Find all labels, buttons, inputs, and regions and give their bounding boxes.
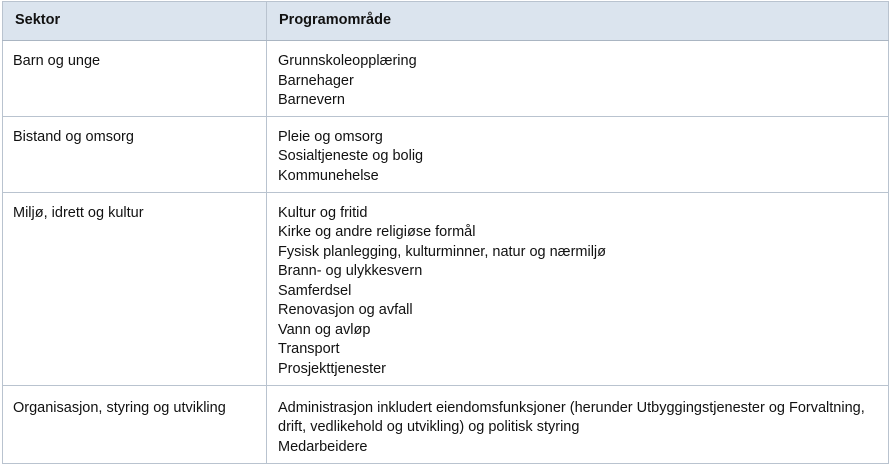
program-cell xyxy=(267,41,889,117)
sector-name: Miljø, idrett og kultur xyxy=(13,204,144,221)
program-cell xyxy=(267,116,889,192)
program-item: Barnehager xyxy=(278,72,354,89)
program-item: Pleie og omsorg xyxy=(278,128,383,145)
sector-name: Organisasjon, styring og utvikling xyxy=(13,399,226,416)
table-row xyxy=(3,385,889,463)
table-row xyxy=(3,116,889,192)
program-item: Medarbeidere xyxy=(278,438,368,455)
program-item: Fysisk planlegging, kulturminner, natur og nærmiljø xyxy=(278,243,606,260)
program-item: Kirke og andre religiøse formål xyxy=(278,224,476,240)
column-header-program: Programområde xyxy=(267,2,889,41)
sector-program-table xyxy=(2,1,889,464)
sector-name: Barn og unge xyxy=(13,53,101,69)
sector-name: Bistand og omsorg xyxy=(13,128,134,145)
table-row xyxy=(3,41,889,117)
program-item: Kultur og fritid xyxy=(278,204,368,221)
program-item: Kommunehelse xyxy=(278,167,379,184)
program-item: Sosialtjeneste og bolig xyxy=(278,148,424,164)
table-row xyxy=(3,192,889,385)
table-header-row xyxy=(3,2,889,41)
program-cell xyxy=(267,385,889,463)
program-item: Grunnskoleopplæring xyxy=(278,53,417,69)
sector-cell xyxy=(3,116,267,192)
sector-cell xyxy=(3,385,267,463)
program-item: Vann og avløp xyxy=(278,321,371,338)
program-item: Transport xyxy=(278,341,340,357)
program-item: Prosjekttjenester xyxy=(278,360,386,377)
column-header-sector: Sektor xyxy=(3,2,267,41)
program-item: Samferdsel xyxy=(278,282,352,299)
program-cell xyxy=(267,192,889,385)
sector-cell xyxy=(3,192,267,385)
program-item: Renovasjon og avfall xyxy=(278,302,413,318)
program-item: Barnevern xyxy=(278,92,345,108)
program-item: Administrasjon inkludert eiendomsfunksjoner (herunder Utbyggingstjenester og Forvaltning, drift, vedlikehold og utvikling) og politisk styring xyxy=(278,399,865,435)
sector-cell xyxy=(3,41,267,117)
program-item: Brann- og ulykkesvern xyxy=(278,263,423,279)
